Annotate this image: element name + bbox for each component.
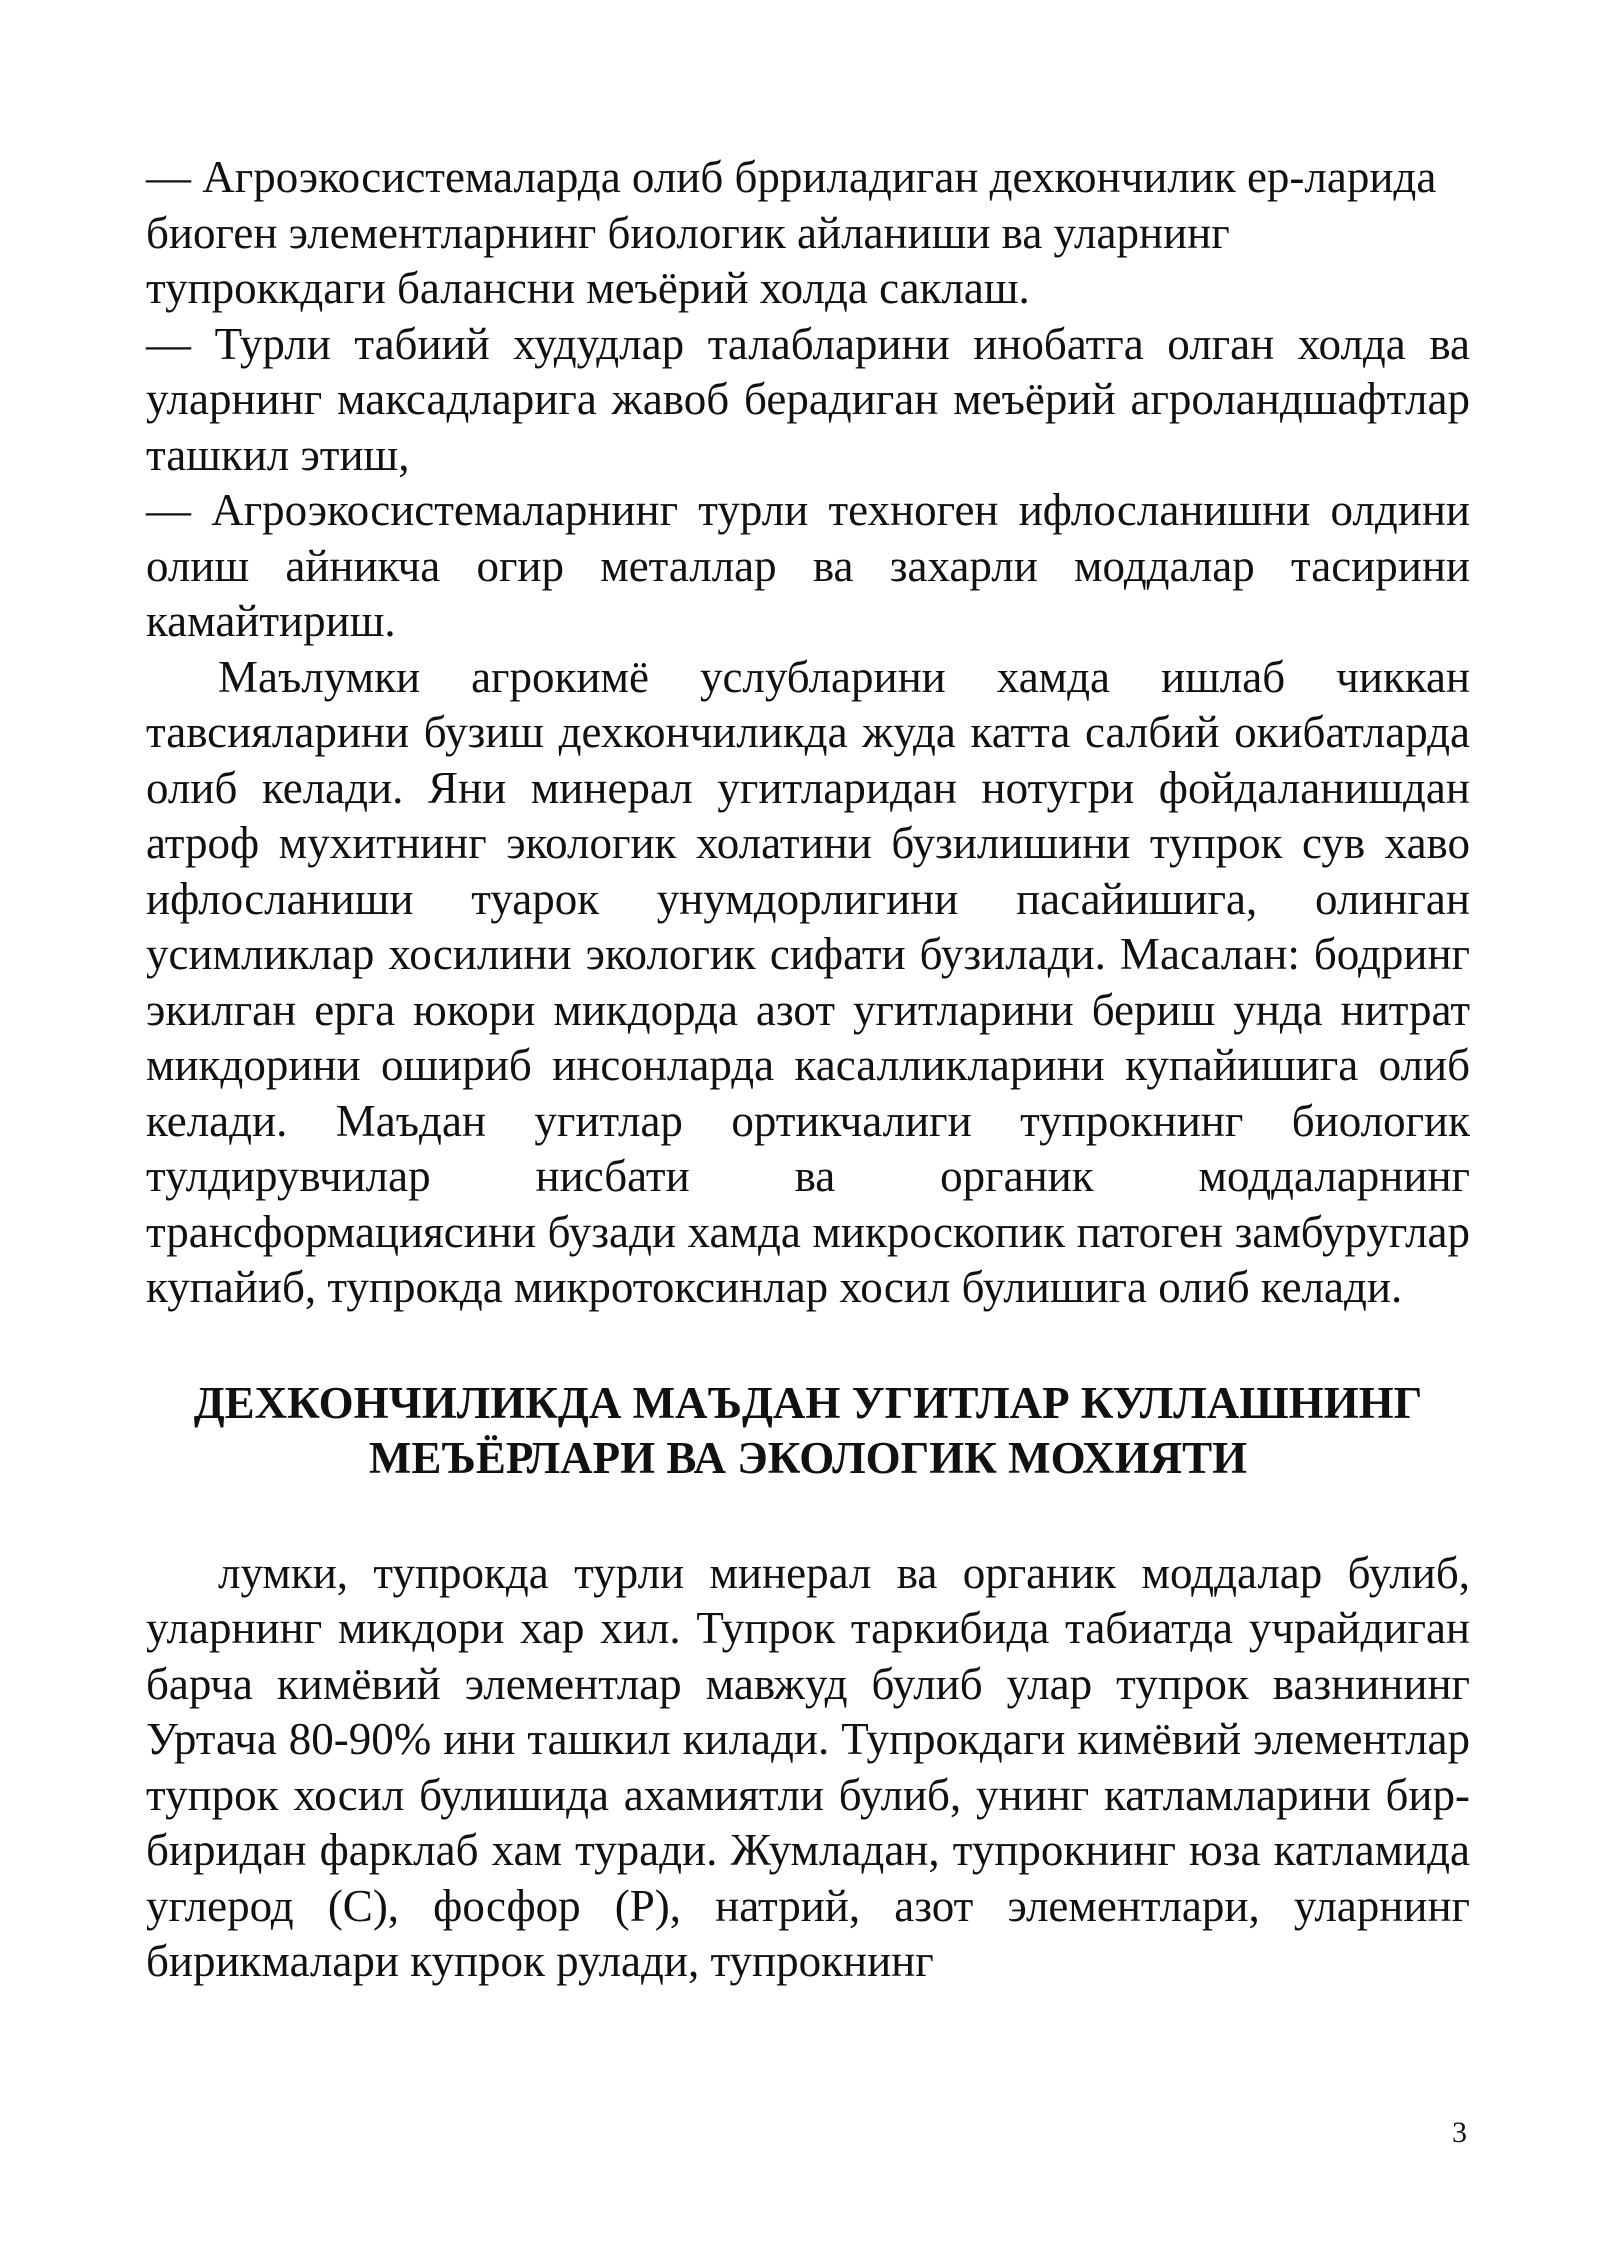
section-heading: [146, 1376, 1470, 1486]
section-heading-line-1: ДЕХКОНЧИЛИКДА МАЪДАН УГИТЛАР КУЛЛАШНИНГ: [193, 1377, 1423, 1428]
body-paragraph-1: Маълумки агрокимё услубларини хамда ишлаб чиккан тавсияларини бузиш дехкончиликда жуда катта салбий окибатларда олиб келади. Яни минерал угитларидан нотугри фойдаланишдан атроф мухитнинг экологик холатини бузилишини тупрок сув хаво ифлосланиши туарок унумдорлигини пасайишига, олинган усимликлар хосилини экологик сифати бузилади. Масалан: бодринг экилган ерга юкори микдорда азот угитларини бериш унда нитрат микдорини ошириб инсонларда касалликларини купайишига олиб келади. Маъдан угитлар ортикчалиги тупрокнинг биологик тулдирувчилар нисбати ва органик моддаларнинг трансформациясини бузади хамда микроскопик патоген замбуруглар купайиб, тупрокда микротоксинлар хосил булишига олиб келади.: [146, 651, 1470, 1312]
bullet-item-2: — Турли табиий худудлар талабларини инобатга олган холда ва уларнинг максадларига жавоб берадиган меъёрий агроландшафтлар ташкил этиш,: [146, 318, 1470, 480]
body-paragraph-2: лумки, тупрокда турли минерал ва органик моддалар булиб, уларнинг микдори хар хил. Тупрок таркибида табиатда учрайдиган барча кимёвий элементлар мавжуд булиб улар тупрок вазнининг Уртача 80-90% ини ташкил килади. Тупрокдаги кимёвий элементлар тупрок хосил булишида ахамиятли булиб, унинг катламларини бир-биридан фарклаб хам туради. Жумладан, тупрокнинг юза катламида углерод (С), фосфор (Р), натрий, азот элементлари, уларнинг бирикмалари купрок рулади, тупрокнинг: [146, 1547, 1470, 1986]
bullet-item-3: — Агроэкосистемаларнинг турли техноген ифлосланишни олдини олиш айникча огир металлар ва захарли моддалар тасирини камайтириш.: [146, 485, 1470, 646]
section-heading-line-2: МЕЪЁРЛАРИ ВА ЭКОЛОГИК МОХИЯТИ: [368, 1432, 1248, 1483]
page-number: 3: [1452, 2116, 1467, 2149]
bullet-item-1: — Агроэкосистемаларда олиб брриладиган дехкончилик ер-ларида биоген элементларнинг биологик айланиши ва уларнинг тупроккдаги балансни меъёрий холда саклаш.: [146, 152, 1437, 313]
document-page: [146, 150, 1470, 1990]
